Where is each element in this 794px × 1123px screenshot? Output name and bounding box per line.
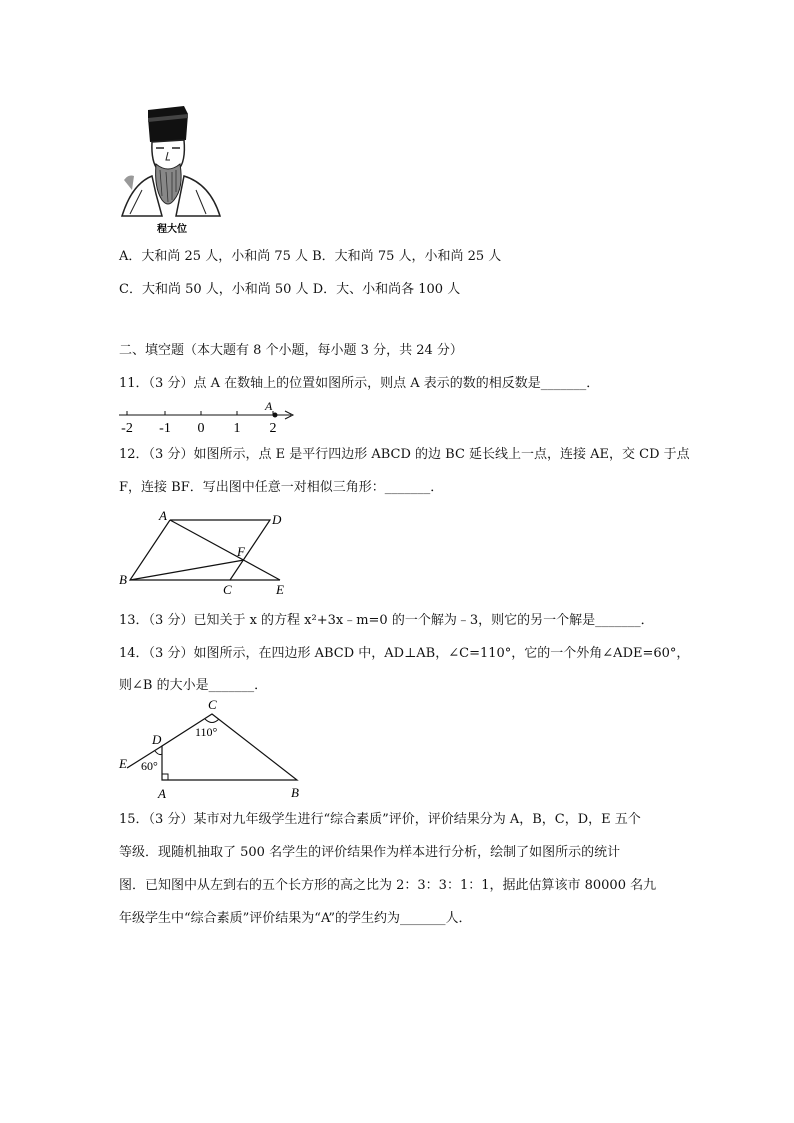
vertex-a-label: A xyxy=(158,786,166,801)
q12-text-line-1: 12．（3 分）如图所示，点 E 是平行四边形 ABCD 的边 BC 延长线上一点，连接 AE，交 CD 于点 xyxy=(119,447,690,462)
vertex-b-label: B xyxy=(291,785,299,800)
section-2-heading: 二、填空题（本大题有 8 个小题，每小题 3 分，共 24 分） xyxy=(119,343,463,358)
tick-label: 0 xyxy=(197,421,205,436)
point-a-label: A xyxy=(265,399,273,413)
vertex-f-label: F xyxy=(237,544,245,559)
vertex-d-label: D xyxy=(152,732,162,747)
vertex-c-label: C xyxy=(208,697,217,712)
tick-label: 2 xyxy=(269,421,277,436)
q15-text-line-1: 15．（3 分）某市对九年级学生进行“综合素质”评价，评价结果分为 A，B，C，D，E 五个 xyxy=(119,812,641,827)
q10-options-line-2: C．大和尚 50 人，小和尚 50 人 D．大、小和尚各 100 人 xyxy=(119,282,461,297)
portrait-caption: 程大位 xyxy=(157,224,187,235)
vertex-b-label: B xyxy=(119,572,127,587)
tick-label: 1 xyxy=(233,421,241,436)
portrait-figure xyxy=(118,104,226,236)
number-line xyxy=(115,398,300,436)
parallelogram-figure xyxy=(115,508,300,598)
vertex-e-label: E xyxy=(276,582,284,597)
portrait-image xyxy=(118,104,226,236)
angle-c-value: 110° xyxy=(195,725,218,739)
q10-options-line-1: A．大和尚 25 人，小和尚 75 人 B．大和尚 75 人，小和尚 25 人 xyxy=(119,249,502,264)
q15-text-line-4: 年级学生中“综合素质”评价结果为“A”的学生约为_______人． xyxy=(119,911,472,926)
tick-label: -1 xyxy=(159,421,171,436)
q15-text-line-2: 等级．现随机抽取了 500 名学生的评价结果作为样本进行分析，绘制了如图所示的统计 xyxy=(119,845,621,860)
angle-d-value: 60° xyxy=(141,759,158,773)
point-a-marker xyxy=(273,413,278,418)
quadrilateral-diagram xyxy=(115,696,310,802)
q12-text-line-2: F，连接 BF．写出图中任意一对相似三角形：_______． xyxy=(119,480,444,495)
parallelogram-diagram xyxy=(115,508,300,598)
q14-text-line-2: 则∠B 的大小是_______． xyxy=(119,678,268,693)
tick-label: -2 xyxy=(121,421,133,436)
q13-text: 13．（3 分）已知关于 x 的方程 x²+3x﹣m=0 的一个解为﹣3，则它的另一个解是_______． xyxy=(119,613,654,628)
number-line-figure xyxy=(115,398,300,436)
quadrilateral-figure xyxy=(115,696,310,802)
vertex-c-label: C xyxy=(223,582,232,597)
q15-text-line-3: 图．已知图中从左到右的五个长方形的高之比为 2：3：3：1：1，据此估算该市 80000 名九 xyxy=(119,878,657,893)
q14-text-line-1: 14．（3 分）如图所示，在四边形 ABCD 中，AD⊥AB，∠C=110°，它的一个外角∠ADE=60°， xyxy=(119,646,690,661)
q11-text: 11．（3 分）点 A 在数轴上的位置如图所示，则点 A 表示的数的相反数是_______． xyxy=(119,376,600,391)
vertex-a-label: A xyxy=(159,508,167,523)
vertex-e-label: E xyxy=(119,756,127,771)
vertex-d-label: D xyxy=(272,512,282,527)
